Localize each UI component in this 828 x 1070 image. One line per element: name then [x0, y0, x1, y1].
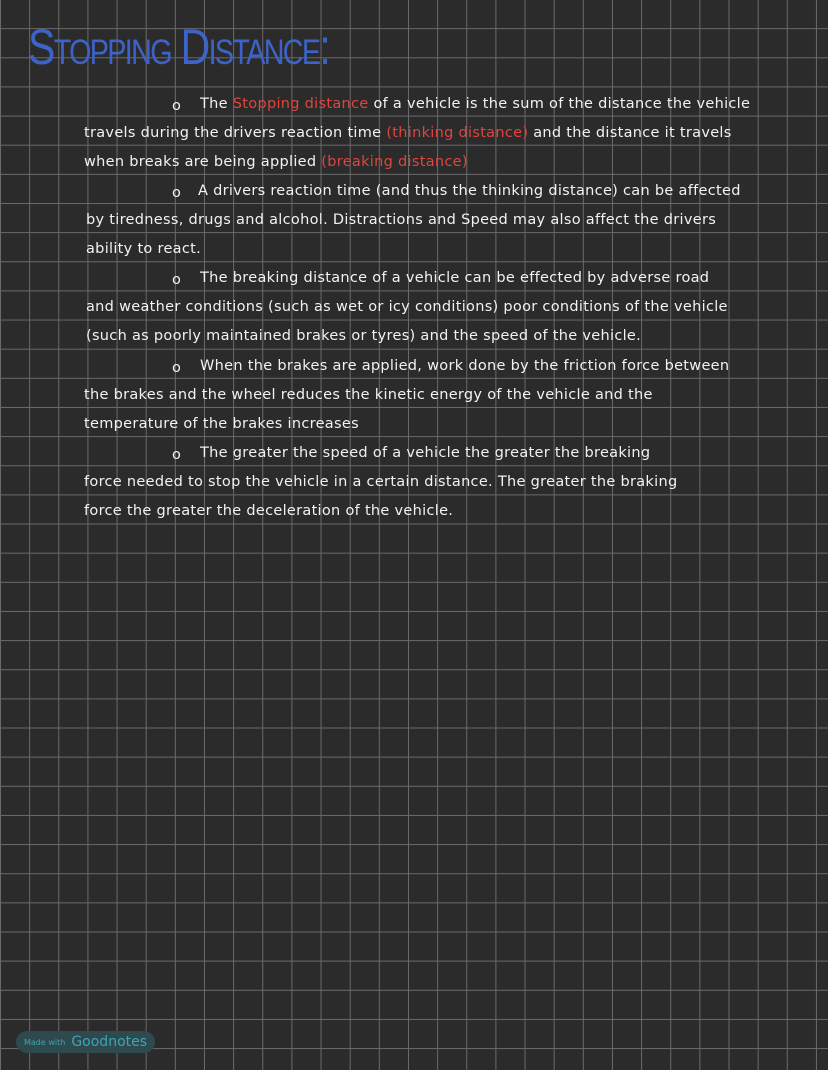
note-line — [200, 358, 729, 374]
note-line — [84, 503, 453, 519]
note-text: and the distance it travels — [528, 125, 732, 141]
note-line — [200, 445, 650, 461]
bullet-icon: o — [172, 360, 182, 376]
badge-made-with: Made with — [24, 1037, 66, 1047]
badge-brand: Goodnotes — [71, 1034, 148, 1050]
goodnotes-badge — [16, 1031, 155, 1053]
note-line — [84, 474, 677, 490]
note-text: ability to react. — [86, 241, 202, 257]
note-line — [86, 328, 641, 344]
note-text: The breaking distance of a vehicle can be effected by adverse road — [200, 270, 710, 286]
note-text: temperature of the brakes increases — [84, 416, 359, 432]
highlighted-term: (thinking distance) — [386, 125, 529, 141]
note-text: The greater the speed of a vehicle the greater the breaking — [200, 445, 651, 461]
note-text: the brakes and the wheel reduces the kinetic energy of the vehicle and the — [84, 387, 653, 403]
note-text: (such as poorly maintained brakes or tyres) and the speed of the vehicle. — [86, 328, 642, 344]
note-text: and weather conditions (such as wet or icy conditions) poor conditions of the vehicle — [86, 299, 728, 315]
note-line — [84, 125, 732, 141]
note-line — [200, 96, 750, 112]
note-line — [84, 387, 653, 403]
note-text: A drivers reaction time (and thus the thinking distance) can be affected — [198, 183, 741, 199]
note-line — [200, 270, 709, 286]
note-text: by tiredness, drugs and alcohol. Distractions and Speed may also affect the drivers — [86, 212, 717, 228]
note-text: The — [200, 96, 233, 112]
note-text: when breaks are being applied — [84, 154, 322, 170]
bullet-icon: o — [172, 185, 182, 201]
note-line — [84, 416, 359, 432]
note-text: force needed to stop the vehicle in a certain distance. The greater the braking — [84, 474, 678, 490]
note-text: When the brakes are applied, work done by the friction force between — [200, 358, 730, 374]
note-line — [86, 299, 728, 315]
bullet-icon: o — [172, 447, 182, 463]
note-line — [198, 183, 741, 199]
note-text: force the greater the deceleration of the vehicle. — [84, 503, 454, 519]
highlighted-term: (breaking distance) — [321, 154, 468, 170]
note-text: of a vehicle is the sum of the distance the vehicle — [368, 96, 751, 112]
bullet-icon: o — [172, 272, 182, 288]
note-line — [84, 154, 468, 170]
note-line — [86, 241, 201, 257]
highlighted-term: Stopping distance — [232, 96, 369, 112]
page-title: Stopping Distance: — [28, 19, 330, 75]
note-line — [86, 212, 716, 228]
bullet-icon: o — [172, 98, 182, 114]
note-text: travels during the drivers reaction time — [84, 125, 387, 141]
